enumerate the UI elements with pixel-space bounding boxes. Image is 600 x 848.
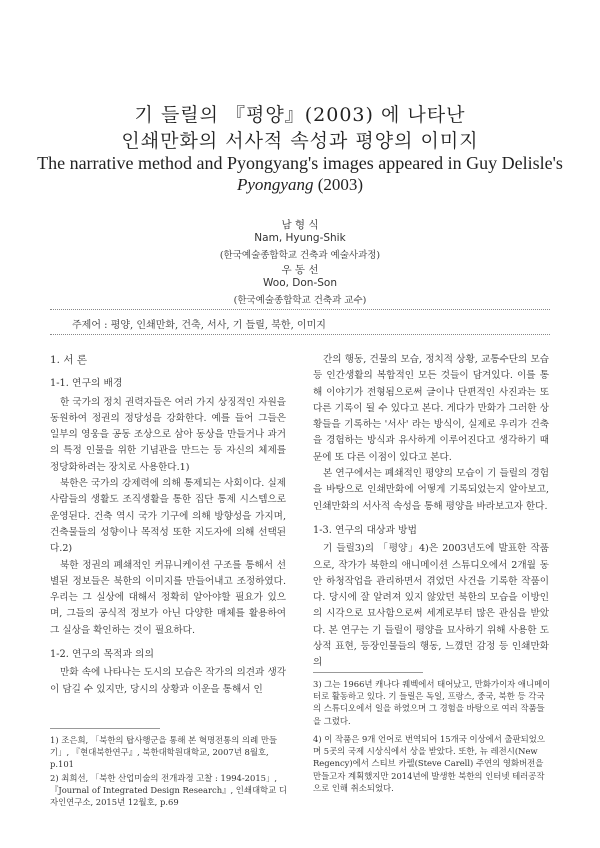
- section-heading-introduction: 1. 서 론: [50, 354, 87, 366]
- author1-name-ko: 남 형 식: [281, 219, 319, 231]
- right-column: [313, 352, 549, 672]
- footnote-1: 1) 조은희, 「북한의 탑사행군을 통해 본 혁명전통의 의례 만들기」, 『현대북한연구』, 북한대학원대학교, 2007년 8월호, p.101: [50, 735, 278, 770]
- title-korean-line1: 기 들릴의 『평양』(2003) 에 나타난: [134, 104, 466, 126]
- footnote-2: 2) 최희선, 「북한 산업미술의 전개과정 고찰 : 1994-2015」, 『Journal of Integrated Design Research』, 인쇄대학교 디자인연구소, 2015년 12월호, p.69: [50, 773, 287, 808]
- title-korean-line2: 인쇄만화의 서사적 속성과 평양의 이미지: [121, 130, 479, 152]
- paragraph: 한 국가의 정치 권력자들은 여러 가지 상징적인 자원을 동원하여 정권의 정당성을 강화한다. 예를 들어 그들은 일부의 영웅을 공동 조상으로 삼아 동상을 만들거나 과거의 특정 인물을 위한 기념관을 만드는 등 자신의 체제를 정당화하려는 장치로 사용한다.1): [50, 396, 286, 473]
- paragraph: 본 연구에서는 폐쇄적인 평양의 모습이 기 들릴의 경험을 바탕으로 인쇄만화에 어떻게 기록되었는지 알아보고, 인쇄만화의 서사적 속성을 통해 평양을 바라보고자 한다.: [313, 468, 549, 512]
- subsection-heading-purpose: 1-2. 연구의 목적과 의의: [50, 649, 154, 661]
- title-english-line1: The narrative method and Pyongyang's images appeared in Guy Delisle's: [37, 153, 563, 173]
- author2-affiliation: (한국예술종합학교 건축과 교수): [233, 295, 367, 306]
- subsection-heading-background: 1-1. 연구의 배경: [50, 378, 123, 390]
- paragraph: 만화 속에 나타나는 도시의 모습은 작가의 의견과 생각이 담길 수 있지만, 당시의 상황과 이운을 통해서 인: [50, 667, 286, 695]
- footnote-rule-right: [313, 672, 423, 673]
- footnote-4: 4) 이 작품은 9개 언어로 번역되어 15개국 이상에서 출판되었으며 5곳의 국제 시상식에서 상을 받았다. 또한, 뉴 레전시(New Regency)에서 스티브 카렐(Steve Carell) 주연의 영화버전을 만들고자 계획했지만 2014년에 발생한 북한의 인터넷 테러공작으로 인해 취소되었다.: [313, 734, 545, 793]
- subsection-heading-method: 1-3. 연구의 대상과 방법: [313, 524, 417, 536]
- keywords-rule-top: [50, 309, 550, 310]
- author1-name-en: Nam, Hyung-Shik: [254, 232, 346, 244]
- keywords-rule-bottom: [50, 334, 550, 335]
- keywords: 주제어 : 평양, 인쇄만화, 건축, 서사, 기 들릴, 북한, 이미지: [72, 320, 326, 331]
- author2-name-en: Woo, Don-Son: [263, 277, 337, 289]
- title-english-rest: (2003): [313, 175, 364, 194]
- left-column: [50, 352, 286, 698]
- author2-name-ko: 우 동 선: [281, 264, 319, 276]
- footnote-rule-left: [50, 728, 160, 729]
- paragraph: 북한은 국가의 강제력에 의해 통제되는 사회이다. 실제 사람들의 생활도 조직생활을 통한 집단 통제 시스템으로 운영된다. 건축 역시 국가 기구에 의해 방향성을 가지며, 건축물들의 성향이나 목적성 또한 지도자에 의해 선택된다.2): [50, 478, 286, 555]
- footnote-3: 3) 그는 1966년 캐나다 퀘벡에서 태어났고, 만화가이자 애니메이터로 활동하고 있다. 기 들릴은 독일, 프랑스, 중국, 북한 등 각국의 스튜디오에서 일을 하였으며 그 경험을 바탕으로 여러 작품들을 그렸다.: [313, 679, 551, 726]
- author1-affiliation: (한국예술종합학교 건축과 예술사과정): [219, 250, 381, 261]
- paragraph: 기 들릴3)의 「평양」4)은 2003년도에 발표한 작품으로, 작가가 북한의 애니메이션 스튜디오에서 2개월 동안 하청작업을 관리하면서 겪었던 사건을 기록한 작품이다. 당시에 잘 알려져 있지 않았던 북한의 모습을 이방인의 시각으로 묘사함으로써 세계로부터 많은 관심을 받았다. 본 연구는 기 들릴이 평양을 묘사하기 위해 사용한 도상적 표현, 등장인물들의 행동, 느꼈던 감정 등 인쇄만화의: [313, 543, 549, 669]
- title-english-italic: Pyongyang: [236, 175, 314, 194]
- paragraph: 북한 정권의 폐쇄적인 커뮤니케이션 구조를 통해서 선별된 정보들은 북한의 이미지를 만들어내고 조정하였다. 우리는 그 실상에 대해서 정확히 알아야할 필요가 있으며, 그들의 공식적 정보가 아닌 다양한 매체를 활용하여 그 실상을 확인하는 것이 필요하다.: [50, 559, 286, 636]
- title-english-line2: [0, 175, 600, 195]
- paragraph: 간의 행동, 건물의 모습, 정치적 상황, 교통수단의 모습 등 인간생활의 복합적인 모든 것들이 담겨있다. 이를 통해 이야기가 전형됨으로써 글이나 단편적인 사진과는 또 다른 기록이 될 수 있다고 본다. 게다가 만화가 그러한 상황들을 기록하는 '서사' 라는 방식이, 실제로 우리가 건축을 경험하는 방식과 유사하게 이루어진다고 생각하기 때문에 또 다른 이점이 있다고 본다.: [313, 354, 549, 463]
